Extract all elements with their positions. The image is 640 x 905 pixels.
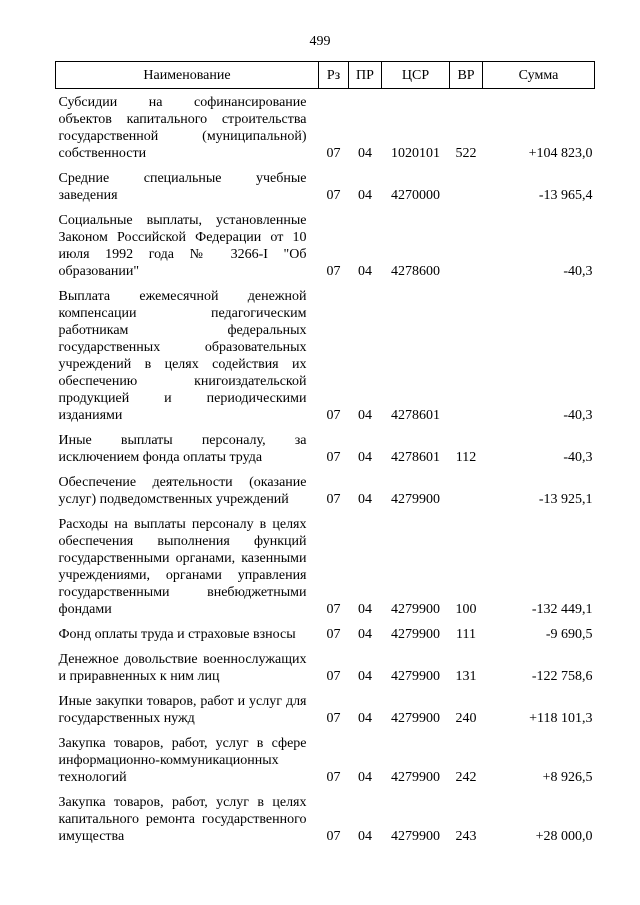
row-csr: 4279900 [391, 770, 440, 785]
row-name: Закупка товаров, работ, услуг в сфере информационно-коммуникационных технологий [58, 736, 307, 785]
row-sum: -132 449,1 [531, 602, 593, 617]
row-name: Субсидии на софинансирование объектов капитального строительства государственной (муниципальной) собственности [58, 95, 307, 161]
table-row [56, 469, 595, 511]
row-vr: 522 [455, 146, 477, 161]
row-rz: 07 [326, 711, 341, 726]
row-rz: 07 [326, 829, 341, 844]
row-pr: 04 [358, 408, 372, 423]
row-sum: -9 690,5 [545, 627, 593, 642]
row-name: Обеспечение деятельности (оказание услуг) подведомственных учреждений [58, 475, 307, 507]
row-name: Иные выплаты персоналу, за исключением фонда оплаты труда [58, 433, 307, 465]
table-row [56, 646, 595, 688]
row-vr [450, 283, 483, 427]
table-row [56, 283, 595, 427]
table-row [56, 165, 595, 207]
row-pr: 04 [358, 770, 372, 785]
row-csr: 4278601 [391, 450, 440, 465]
row-vr: 131 [455, 669, 477, 684]
row-rz: 07 [326, 450, 341, 465]
row-sum: -40,3 [563, 264, 593, 279]
budget-table [55, 61, 595, 848]
row-rz: 07 [326, 669, 341, 684]
row-name: Денежное довольствие военнослужащих и приравненных к ним лиц [58, 652, 307, 684]
row-csr: 4279900 [391, 602, 440, 617]
header-vr: ВР [450, 62, 483, 89]
table-row [56, 789, 595, 848]
row-rz: 07 [326, 146, 341, 161]
row-name: Фонд оплаты труда и страховые взносы [58, 627, 296, 642]
row-rz: 07 [326, 188, 341, 203]
table-row [56, 730, 595, 789]
row-vr: 100 [455, 602, 477, 617]
table-header-row [56, 62, 595, 89]
row-csr: 4279900 [391, 492, 440, 507]
row-pr: 04 [358, 188, 372, 203]
row-csr: 4278601 [391, 408, 440, 423]
row-name: Выплата ежемесячной денежной компенсации педагогическим работникам федеральных государственных образовательных учреждений в целях содействия их обеспечению книгоиздательской продукцией и периодическими изданиями [58, 289, 307, 423]
table-row [56, 207, 595, 283]
table-row [56, 621, 595, 646]
row-csr: 4279900 [391, 669, 440, 684]
row-rz: 07 [326, 770, 341, 785]
row-csr: 4270000 [391, 188, 440, 203]
row-pr: 04 [358, 602, 372, 617]
row-rz: 07 [326, 602, 341, 617]
row-vr [450, 469, 483, 511]
row-pr: 04 [358, 669, 372, 684]
row-rz: 07 [326, 492, 341, 507]
row-sum: +104 823,0 [528, 146, 593, 161]
row-vr: 243 [455, 829, 477, 844]
row-pr: 04 [358, 829, 372, 844]
header-rz: Рз [319, 62, 349, 89]
row-csr: 1020101 [391, 146, 440, 161]
row-pr: 04 [358, 264, 372, 279]
row-name: Социальные выплаты, установленные Законом Российской Федерации от 10 июля 1992 года № 3266-I "Об образовании" [58, 213, 307, 279]
row-pr: 04 [358, 711, 372, 726]
row-name: Средние специальные учебные заведения [58, 171, 307, 203]
row-sum: -13 965,4 [538, 188, 593, 203]
row-rz: 07 [326, 408, 341, 423]
row-vr: 240 [455, 711, 477, 726]
page-number: 499 [309, 34, 331, 49]
row-sum: -122 758,6 [531, 669, 593, 684]
table-row [56, 89, 595, 166]
header-pr: ПР [349, 62, 382, 89]
row-name: Иные закупки товаров, работ и услуг для государственных нужд [58, 694, 307, 726]
header-sum: Сумма [483, 62, 595, 89]
row-rz: 07 [326, 627, 341, 642]
row-sum: -40,3 [563, 408, 593, 423]
row-pr: 04 [358, 627, 372, 642]
row-name: Расходы на выплаты персоналу в целях обеспечения выполнения функций государственными органами, казенными учреждениями, органами управления государственными внебюджетными фондами [58, 517, 307, 617]
row-csr: 4279900 [391, 829, 440, 844]
row-sum: -13 925,1 [538, 492, 593, 507]
row-sum: +118 101,3 [529, 711, 593, 726]
row-pr: 04 [358, 450, 372, 465]
header-name: Наименование [56, 62, 319, 89]
row-sum: -40,3 [563, 450, 593, 465]
row-vr [450, 207, 483, 283]
row-vr: 112 [455, 450, 477, 465]
row-vr: 111 [456, 627, 476, 642]
row-sum: +28 000,0 [535, 829, 593, 844]
header-csr: ЦСР [382, 62, 450, 89]
table-row [56, 427, 595, 469]
table-row [56, 688, 595, 730]
row-csr: 4279900 [391, 711, 440, 726]
row-sum: +8 926,5 [542, 770, 593, 785]
row-pr: 04 [358, 146, 372, 161]
row-pr: 04 [358, 492, 372, 507]
row-rz: 07 [326, 264, 341, 279]
row-csr: 4279900 [391, 627, 440, 642]
table-row [56, 511, 595, 621]
row-vr: 242 [455, 770, 477, 785]
row-name: Закупка товаров, работ, услуг в целях капитального ремонта государственного имущества [58, 795, 307, 844]
row-csr: 4278600 [391, 264, 440, 279]
row-vr [450, 165, 483, 207]
